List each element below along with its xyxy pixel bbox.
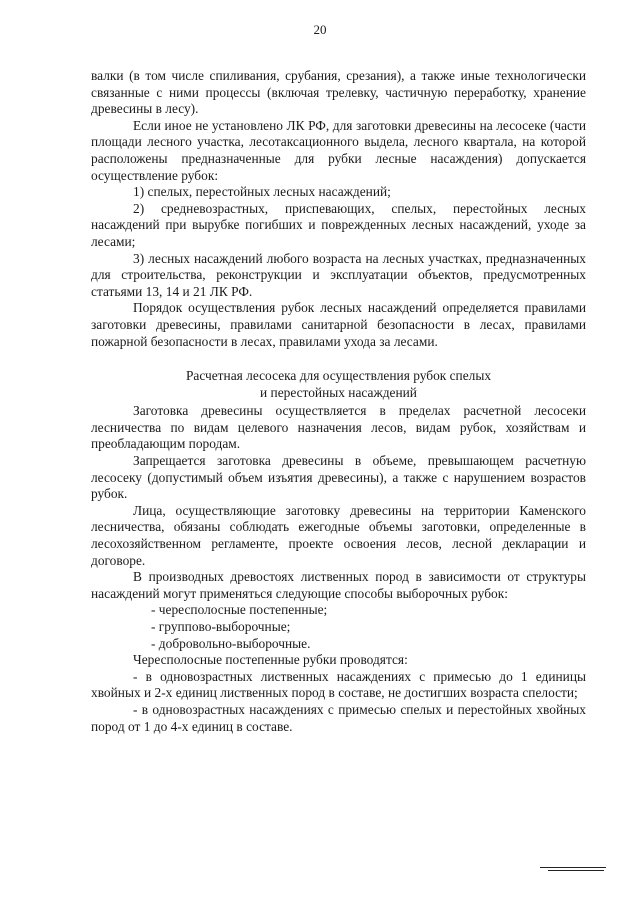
list-item: 2) средневозрастных, приспевающих, спелых, перестойных лесных насаждений при вырубке погибших и поврежденных лесных насаждений, уходе за лесами; [91, 200, 586, 249]
section-heading-line: Расчетная лесосека для осуществления рубок спелых [185, 368, 492, 384]
list-item: - в одновозрастных насаждениях с примесью спелых и перестойных хвойных пород от 1 до 4-х единиц в составе. [91, 701, 586, 734]
paragraph: Запрещается заготовка древесины в объеме, превышающем расчетную лесосеку (допустимый объем изъятия древесины), а также с нарушением возрастов рубок. [91, 453, 586, 502]
bottom-text-block [91, 403, 586, 735]
paragraph: Заготовка древесины осуществляется в пределах расчетной лесосеки лесничества по видам целевого назначения лесов, видам рубок, хозяйствам и преобладающим породам. [91, 403, 586, 452]
section-heading [91, 368, 586, 401]
paragraph: валки (в том числе спиливания, срубания, срезания), а также иные технологически связанные с ними процессы (включая трелевку, частичную переработку, хранение древесины в лесу). [91, 68, 586, 117]
footer-rule [540, 867, 606, 868]
list-item: 1) спелых, перестойных лесных насаждений; [133, 184, 391, 200]
list-item: - чересполосные постепенные; [151, 602, 328, 618]
footer-rule [548, 870, 604, 871]
paragraph: Лица, осуществляющие заготовку древесины на территории Каменского лесничества, обязаны соблюдать ежегодные объемы заготовки, определенные в лесохозяйственном регламенте, проекте освоения лесов, лесной декларации и договоре. [91, 502, 586, 568]
paragraph: Чересполосные постепенные рубки проводятся: [133, 652, 408, 668]
list-item: - группово-выборочные; [151, 619, 291, 634]
list-item: - добровольно-выборочные. [151, 635, 311, 651]
top-text-block [91, 68, 586, 350]
page-number: 20 [313, 22, 327, 37]
list-item: - в одновозрастных лиственных насаждениях с примесью до 1 единицы хвойных и 2-х единиц лиственных пород в составе, не достигших возраста спелости; [91, 668, 586, 701]
paragraph: Если иное не установлено ЛК РФ, для заготовки древесины на лесосеке (части площади лесного участка, лесотаксационного выдела, лесного квартала, на которой расположены предназначенные для рубки лесные насаждения) допускается осуществление рубок: [91, 117, 586, 183]
section-heading-line: и перестойных насаждений [260, 384, 417, 400]
paragraph: Порядок осуществления рубок лесных насаждений определяется правилами заготовки древесины, правилами санитарной безопасности в лесах, правилами пожарной безопасности в лесах, правилами ухода за лесами. [91, 300, 586, 349]
document-body [91, 68, 586, 735]
paragraph: В производных древостоях лиственных пород в зависимости от структуры насаждений могут применяться следующие способы выборочных рубок: [91, 569, 586, 601]
list-item: 3) лесных насаждений любого возраста на лесных участках, предназначенных для строительства, реконструкции и эксплуатации объектов, предусмотренных статьями 13, 14 и 21 ЛК РФ. [91, 250, 586, 299]
